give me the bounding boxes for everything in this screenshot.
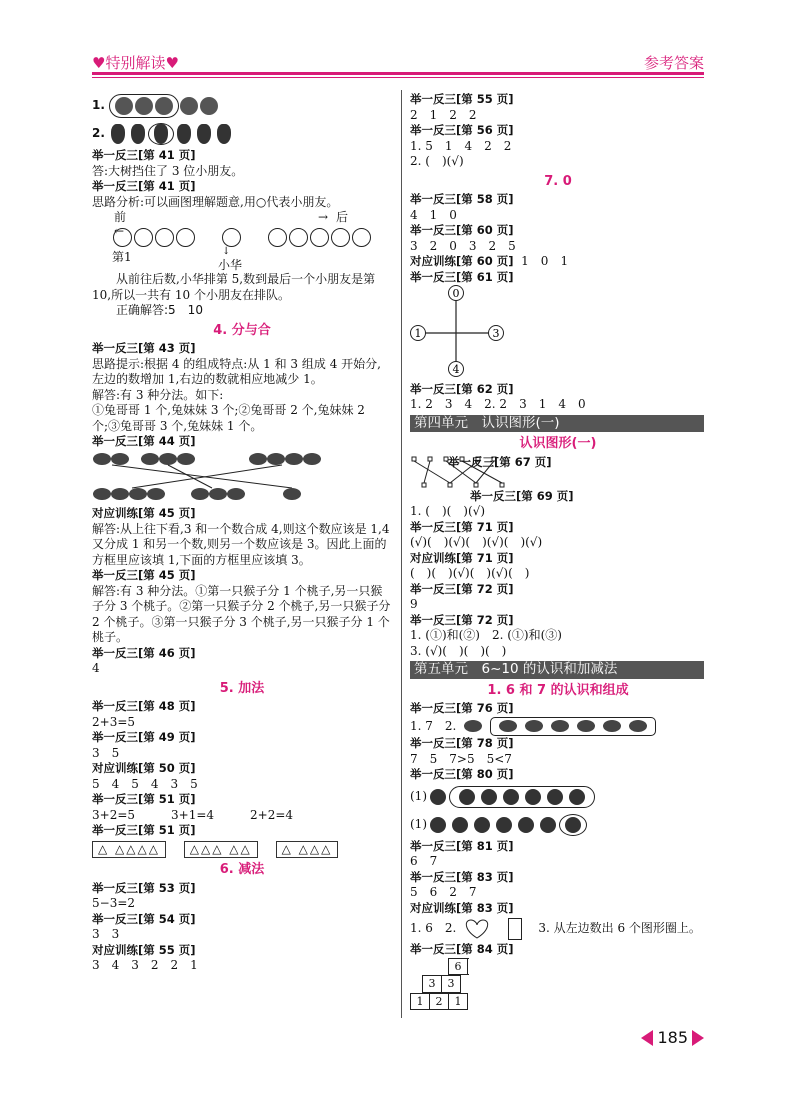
section-ref: 对应训练[第 45 页]: [92, 506, 196, 520]
section-ref: 举一反三[第 76 页]: [410, 701, 514, 715]
arrow-right-icon: →: [318, 210, 329, 224]
section-ref: 举一反三[第 69 页]: [470, 488, 574, 503]
section-ref: 举一反三[第 58 页]: [410, 192, 514, 206]
prev-page-icon: [641, 1030, 653, 1046]
node-left: 1: [414, 327, 422, 340]
section-ref: 举一反三[第 43 页]: [92, 341, 196, 355]
node-top: 0: [452, 287, 460, 300]
section-ref: 举一反三[第 72 页]: [410, 612, 514, 627]
section-ref: 举一反三[第 44 页]: [92, 434, 196, 448]
section-title: 1. 6 和 7 的认识和组成: [487, 682, 629, 698]
column-divider: [401, 90, 402, 1018]
pineapple-icon: [154, 124, 168, 144]
child-circle: [352, 228, 371, 247]
answer-text: 5 6 2 7: [410, 885, 477, 899]
section-ref: 对应训练[第 71 页]: [410, 550, 514, 565]
left-column: [92, 92, 392, 974]
child-circled: [559, 814, 587, 836]
pyramid-bottom: [410, 993, 468, 1011]
child-head-icon: [565, 817, 581, 833]
child-circle: [310, 228, 329, 247]
next-page-icon: [692, 1030, 704, 1046]
section-ref: 举一反三[第 53 页]: [92, 880, 196, 895]
answer-text: 1. ( )( )(√): [410, 504, 486, 518]
child-head-icon: [525, 789, 541, 805]
triangle-box: △ △△△△: [92, 841, 166, 859]
section-ref: 举一反三[第 78 页]: [410, 736, 514, 750]
number-pyramid: [430, 958, 486, 976]
node-bottom: 4: [452, 363, 460, 376]
section-ref: 举一反三[第 48 页]: [92, 699, 196, 713]
section-ref: 对应训练[第 50 页]: [92, 761, 196, 775]
header-title: ♥特别解读♥: [92, 54, 179, 72]
front-label: 前: [114, 210, 127, 224]
pyramid-cell: 3: [423, 976, 442, 993]
fish-icon: [525, 720, 543, 732]
answer-text: 5−3=2: [92, 896, 136, 910]
first-label: 第1: [112, 250, 132, 264]
heart-icon: [462, 918, 492, 940]
q2-row: [92, 120, 392, 148]
pineapple-icon: [111, 124, 125, 144]
section-ref: 举一反三[第 54 页]: [92, 911, 196, 926]
child-head-icon: [430, 789, 446, 805]
child-head-icon: [503, 789, 519, 805]
fish-icon: [551, 720, 569, 732]
right-column: [410, 92, 706, 1010]
pineapple-icon: [197, 124, 211, 144]
triangle-boxes: [92, 841, 392, 859]
analysis-text: 思路分析:可以画图理解题意,用○代表小朋友。: [92, 194, 339, 209]
basketball-icon: [155, 97, 173, 115]
page-number: [641, 1028, 704, 1047]
answer-text: 3 5: [92, 745, 120, 760]
xiaohua-label: 小华: [218, 258, 243, 272]
pineapple-icon: [217, 124, 231, 144]
section-ref: 举一反三[第 67 页]: [448, 454, 552, 469]
hint-text: 思路提示:根据 4 的组成特点:从 1 和 3 组成 4 开始分,左边的数增加 1,右边的数就相应地减少 1。: [92, 356, 381, 386]
answer-text: (√)( )(√)( )(√)( )(√): [410, 535, 543, 549]
pyramid-cell: 2: [430, 993, 449, 1010]
answer-text: 答:大树挡住了 3 位小朋友。: [92, 163, 244, 178]
section-title: 6. 减法: [219, 862, 265, 877]
answer-text: 3 3: [92, 927, 120, 941]
header-rule: [92, 72, 704, 75]
pineapple-icon: [177, 124, 191, 144]
answer-text: 9: [410, 597, 418, 611]
child-head-icon: [547, 789, 563, 805]
basketball-icon: [135, 97, 153, 115]
section-ref: 举一反三[第 41 页]: [92, 148, 196, 162]
bowl-matching-diagram: [92, 450, 382, 502]
fish-icon: [464, 720, 482, 732]
child-group: [449, 786, 595, 808]
answer-text: 1. 7 2.: [410, 718, 457, 733]
pyramid-middle: [422, 975, 461, 993]
fish-group: [490, 717, 656, 737]
answer-text: 1. 6 2.: [410, 921, 457, 936]
node-right: 3: [492, 327, 500, 340]
fish-icon: [577, 720, 595, 732]
child-head-icon: [540, 817, 556, 833]
pineapple-circled: [148, 123, 174, 145]
section-ref: 举一反三[第 51 页]: [92, 792, 196, 806]
answer-text: 3 4 3 2 2 1: [92, 958, 198, 972]
child-head-icon: [452, 817, 468, 833]
q83-row: [410, 916, 706, 942]
pyramid-cell: 1: [449, 993, 468, 1010]
section-title: 4. 分与合: [213, 322, 271, 338]
section-ref: 对应训练[第 83 页]: [410, 900, 514, 915]
answer-text: 2. ( )(√): [410, 154, 464, 168]
unit-banner: 第五单元 6~10 的认识和加减法: [410, 661, 704, 679]
top-bowls: [93, 453, 321, 465]
explain-text: 从前往后数,小华排第 5,数到最后一个小朋友是第 10,所以一共有 10 个小朋友在排队。: [92, 272, 376, 302]
section-ref: 举一反三[第 56 页]: [410, 123, 514, 137]
pyramid-top: 6: [449, 958, 468, 975]
answer-text: 6 7: [410, 854, 438, 868]
child-head-icon: [569, 789, 585, 805]
answer-text: 1. 5 1 4 2 2: [410, 138, 512, 153]
header-answers: 参考答案: [643, 54, 704, 72]
answer-text: 解答:有 3 种分法。①第一只猴子分 1 个桃子,另一只猴子分 3 个桃子。②第一只猴子分 2 个桃子,另一只猴子分 2 个桃子。③第一只猴子分 3 个桃子,另一只猴子分 1 个桃子。: [92, 583, 391, 644]
rectangle-icon: [508, 918, 522, 940]
child-head-icon: [481, 789, 497, 805]
arrow-down-icon: ↓: [222, 246, 231, 257]
answer-text: 4: [92, 661, 100, 675]
child-head-icon: [459, 789, 475, 805]
section-ref: 举一反三[第 55 页]: [410, 92, 514, 106]
section-ref: 举一反三[第 45 页]: [92, 568, 196, 582]
section-ref: 举一反三[第 49 页]: [92, 730, 196, 744]
fish-icon: [629, 720, 647, 732]
page-number-text: 185: [657, 1028, 688, 1047]
section-ref: 对应训练[第 60 页]: [410, 254, 514, 268]
q80-row-1: [410, 783, 706, 811]
answer-text: 3 2 0 3 2 5: [410, 238, 516, 253]
ball-group: [109, 94, 179, 118]
answer-text: 5 4 5 4 3 5: [92, 776, 198, 791]
child-circle: [155, 228, 174, 247]
section-ref: 举一反三[第 83 页]: [410, 869, 514, 884]
basketball-icon: [200, 97, 218, 115]
section-ref: 举一反三[第 61 页]: [410, 269, 514, 284]
child-circle: [289, 228, 308, 247]
child-circle: [134, 228, 153, 247]
section-ref: 举一反三[第 80 页]: [410, 767, 514, 781]
answer-text: 1. 2 3 4 2. 2 3 1 4 0: [410, 397, 586, 411]
answer-text: 7 5 7>5 5<7: [410, 751, 512, 766]
correct-answer: 正确解答:5 10: [116, 303, 203, 317]
answer-text: 解答:从上往下看,3 和一个数合成 4,则这个数应该是 1,4 又分成 1 和另一个数,则另一个数应该是 3。因此上面的方框里应该填 1,下面的方框里应该填 3。: [92, 521, 390, 567]
answer-text: 4 1 0: [410, 207, 457, 222]
q2-label: 2.: [92, 126, 105, 141]
section-ref: 举一反三[第 84 页]: [410, 942, 514, 956]
basketball-icon: [115, 97, 133, 115]
pineapple-icon: [131, 124, 145, 144]
answer-text: 3+2=5 3+1=4 2+2=4: [92, 807, 294, 822]
answer-text: ( )( )(√)( )(√)( ): [410, 566, 530, 580]
section-title: 5. 加法: [219, 680, 265, 696]
answer-text: ①兔哥哥 1 个,兔妹妹 3 个;②兔哥哥 2 个,兔妹妹 2 个;③兔哥哥 3 个,兔妹妹 1 个。: [92, 403, 365, 433]
child-head-icon: [518, 817, 534, 833]
section-ref: 举一反三[第 51 页]: [92, 823, 196, 837]
child-circle: [113, 228, 132, 247]
bottom-bowls: [93, 488, 301, 500]
fish-icon: [603, 720, 621, 732]
answer-text: 1 0 1: [521, 254, 569, 268]
triangle-box: △ △△△: [276, 841, 339, 859]
section-ref: 举一反三[第 81 页]: [410, 838, 514, 853]
queue-diagram: [92, 210, 392, 272]
answer-text: 2 1 2 2: [410, 107, 477, 122]
basketball-icon: [180, 97, 198, 115]
fish-icon: [499, 720, 517, 732]
unit-banner: 第四单元 认识图形(一): [410, 415, 704, 433]
child-head-icon: [430, 817, 446, 833]
answer-text: 3. (√)( )( )( ): [410, 643, 507, 658]
arrow-left-icon: ←: [114, 224, 125, 238]
answer-label: (1): [410, 816, 427, 831]
section-ref: 举一反三[第 60 页]: [410, 223, 514, 237]
section-title: 认识图形(一): [519, 436, 597, 451]
answer-text: 解答:有 3 种分法。如下:: [92, 387, 224, 402]
section-ref: 举一反三[第 41 页]: [92, 179, 196, 193]
child-circle: [331, 228, 350, 247]
q1-row: [92, 92, 392, 120]
child-head-icon: [496, 817, 512, 833]
answer-label: (1): [410, 788, 427, 803]
back-label: 后: [336, 210, 349, 224]
child-head-icon: [474, 817, 490, 833]
section-ref: 举一反三[第 71 页]: [410, 519, 514, 534]
header-rule-thin: [92, 77, 704, 78]
q1-label: 1.: [92, 98, 105, 113]
circle-row: [112, 228, 372, 247]
q76-row: [410, 717, 706, 737]
section-ref: 举一反三[第 46 页]: [92, 645, 196, 660]
shape-matching-row: [410, 455, 706, 489]
section-title: 7. 0: [544, 173, 572, 189]
answer-text: 2+3=5: [92, 714, 136, 729]
answer-text: 1. (①)和(②) 2. (①)和(③): [410, 628, 562, 642]
cross-number-diagram: [410, 285, 520, 377]
q80-row-2: [410, 811, 706, 839]
child-circle: [176, 228, 195, 247]
pyramid-cell: 1: [411, 993, 430, 1010]
triangle-box: △△△ △△: [184, 841, 258, 859]
section-ref: 举一反三[第 72 页]: [410, 581, 514, 596]
child-circle: [268, 228, 287, 247]
answer-text: 3. 从左边数出 6 个图形圈上。: [538, 921, 701, 936]
section-ref: 举一反三[第 62 页]: [410, 381, 514, 396]
pyramid-cell: 3: [442, 976, 461, 993]
section-ref: 对应训练[第 55 页]: [92, 942, 196, 957]
